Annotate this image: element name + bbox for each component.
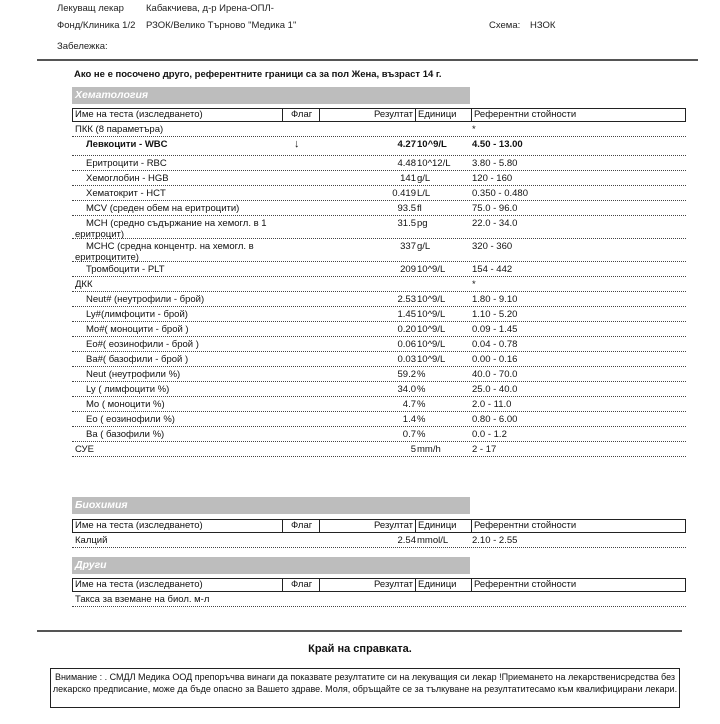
test-name: ПКК (8 параметъра) [75, 124, 164, 135]
table-row [72, 592, 686, 607]
reference-range: 320 - 360 [472, 241, 513, 252]
reference-range: 154 - 442 [472, 264, 513, 275]
table-header [72, 578, 686, 592]
test-name: Калций [75, 535, 108, 546]
result-value: 141 [400, 173, 416, 184]
unit: 10^9/L [417, 264, 446, 275]
result-value: 2.54 [397, 535, 416, 546]
reference-range: 4.50 - 13.00 [472, 139, 523, 150]
result-value: 4.7 [402, 399, 416, 410]
test-name: Ly ( лимфоцити %) [86, 384, 170, 395]
section-header: Биохимия [72, 497, 470, 514]
test-name: Eo ( еозинофили %) [86, 414, 175, 425]
test-name: MCV (среден обем на еритроцити) [86, 203, 240, 214]
test-name [75, 241, 286, 263]
test-name: Eo#( еозинофили - брой ) [86, 339, 199, 350]
table-row [72, 156, 686, 171]
doctor-label: Лекуващ лекар [57, 3, 124, 14]
flag-low-arrow-icon: ↓ [294, 138, 300, 150]
test-name: Neut (неутрофили %) [86, 369, 181, 380]
column-header-reference: Референтни стойности [471, 109, 685, 121]
table-row [72, 122, 686, 137]
unit: mm/h [417, 444, 441, 455]
column-header-unit: Единици [415, 579, 471, 591]
unit: mmol/L [417, 535, 449, 546]
table-row [72, 533, 686, 548]
reference-range: 0.0 - 1.2 [472, 429, 507, 440]
table-row [72, 382, 686, 397]
column-header-flag: Флаг [282, 520, 319, 532]
result-value: 337 [400, 241, 416, 252]
column-header-flag: Флаг [282, 109, 319, 121]
result-value: 0.7 [402, 429, 416, 440]
test-name: Еритроцити - RBC [86, 158, 167, 169]
top-divider [37, 59, 698, 61]
unit: % [417, 369, 426, 380]
reference-range: 0.09 - 1.45 [472, 324, 518, 335]
test-name: Тромбоцити - PLT [86, 264, 165, 275]
table-row [72, 322, 686, 337]
column-header-result: Резултат [319, 109, 415, 121]
reference-range: 1.10 - 5.20 [472, 309, 518, 320]
unit: 10^9/L [417, 324, 446, 335]
notice-text: Внимание : . СМДЛ Медика ООД препоръчва винаги да показвате резултатите си на лекуващия си лекар !Приемането на лекарственисредства без лекарско предписание, може да бъде опасно за Вашето здраве. Моля, обръщайте се за тълкуване на резултатитесамо към квалифицирани лекари. [52, 672, 678, 694]
test-name: Ly#(лимфоцити - брой) [86, 309, 188, 320]
column-header-name: Име на теста (изследването) [75, 579, 203, 590]
table-row [72, 412, 686, 427]
result-value: 31.5 [397, 218, 416, 229]
table-row [72, 292, 686, 307]
result-value: 209 [400, 264, 416, 275]
reference-range: * [472, 124, 476, 135]
reference-range: 1.80 - 9.10 [472, 294, 518, 305]
column-header-reference: Референтни стойности [471, 579, 685, 591]
test-name: Neut# (неутрофили - брой) [86, 294, 205, 305]
unit: pg [417, 218, 428, 229]
test-name: Левкоцити - WBC [86, 139, 168, 150]
table-row [72, 442, 686, 457]
table-row [72, 352, 686, 367]
unit: fl [417, 203, 422, 214]
test-name-line2: еритроцит) [75, 229, 125, 240]
test-name: Ba ( базофили %) [86, 429, 165, 440]
test-name: Mo ( моноцити %) [86, 399, 165, 410]
table-row [72, 171, 686, 186]
result-value: 0.20 [397, 324, 416, 335]
test-name: Хемоглобин - HGB [86, 173, 169, 184]
section-header: Други [72, 557, 470, 574]
reference-range: 0.80 - 6.00 [472, 414, 518, 425]
reference-intro: Ако не е посочено друго, референтните граници са за пол Жена, възраст 14 г. [74, 69, 442, 80]
reference-range: 2 - 17 [472, 444, 497, 455]
unit: g/L [417, 241, 431, 252]
result-value: 59.2 [397, 369, 416, 380]
unit: % [417, 384, 426, 395]
section-header: Хематология [72, 87, 470, 104]
result-value: 0.06 [397, 339, 416, 350]
unit: % [417, 399, 426, 410]
reference-range: 0.350 - 0.480 [472, 188, 528, 199]
reference-range: 40.0 - 70.0 [472, 369, 518, 380]
unit: L/L [417, 188, 431, 199]
table-row [72, 239, 686, 262]
scheme-label: Схема: [489, 20, 521, 31]
table-row [72, 201, 686, 216]
test-name-line1: MCHC (средна концентр. на хемогл. в [86, 241, 254, 252]
column-header-unit: Единици [415, 520, 471, 532]
table-row [72, 427, 686, 442]
result-value: 0.03 [397, 354, 416, 365]
test-name: Mo#( моноцити - брой ) [86, 324, 189, 335]
test-name: Такса за вземане на биол. м-л [75, 594, 210, 605]
reference-range: 2.10 - 2.55 [472, 535, 518, 546]
bottom-divider [37, 630, 682, 632]
column-header-result: Резултат [319, 579, 415, 591]
reference-range: 22.0 - 34.0 [472, 218, 518, 229]
unit: 10^9/L [417, 339, 446, 350]
result-value: 4.48 [397, 158, 416, 169]
doctor-value: Кабакчиева, д-р Ирена-ОПЛ- [146, 3, 274, 14]
result-value: 93.5 [397, 203, 416, 214]
test-name: СУЕ [75, 444, 94, 455]
column-header-unit: Единици [415, 109, 471, 121]
column-header-reference: Референтни стойности [471, 520, 685, 532]
notice-box [50, 668, 680, 708]
table-row [72, 137, 686, 156]
result-value: 0.419 [392, 188, 416, 199]
table-row [72, 367, 686, 382]
table-row [72, 337, 686, 352]
result-value: 34.0 [397, 384, 416, 395]
unit: 10^9/L [417, 294, 446, 305]
test-name: Ba#( базофили - брой ) [86, 354, 189, 365]
result-value: 4.27 [397, 139, 416, 150]
column-header-name: Име на теста (изследването) [75, 109, 203, 120]
test-name-line2: еритроцитите) [75, 252, 139, 263]
result-value: 5 [410, 444, 416, 455]
unit: % [417, 429, 426, 440]
column-header-flag: Флаг [282, 579, 319, 591]
unit: 10^9/L [417, 309, 446, 320]
column-header-result: Резултат [319, 520, 415, 532]
table-row [72, 216, 686, 239]
test-name: Хематокрит - HCT [86, 188, 166, 199]
table-row [72, 277, 686, 292]
table-row [72, 262, 686, 277]
fund-value: РЗОК/Велико Търново "Медика 1" [146, 20, 297, 31]
test-name [75, 218, 286, 240]
unit: 10^9/L [417, 139, 447, 150]
table-row [72, 307, 686, 322]
scheme-value: НЗОК [530, 20, 556, 31]
end-of-report: Край на справката. [308, 643, 412, 655]
unit: % [417, 414, 426, 425]
table-header [72, 519, 686, 533]
result-value: 1.4 [402, 414, 416, 425]
result-value: 2.53 [397, 294, 416, 305]
reference-range: 3.80 - 5.80 [472, 158, 518, 169]
unit: 10^9/L [417, 354, 446, 365]
note-label: Забележка: [57, 41, 108, 52]
test-name: ДКК [75, 279, 93, 290]
reference-range: 0.00 - 0.16 [472, 354, 518, 365]
reference-range: 120 - 160 [472, 173, 513, 184]
unit: 10^12/L [417, 158, 451, 169]
reference-range: 0.04 - 0.78 [472, 339, 518, 350]
reference-range: * [472, 279, 476, 290]
result-value: 1.45 [397, 309, 416, 320]
table-row [72, 186, 686, 201]
table-row [72, 397, 686, 412]
table-header [72, 108, 686, 122]
reference-range: 2.0 - 11.0 [472, 399, 512, 410]
fund-label: Фонд/Клиника 1/2 [57, 20, 136, 31]
unit: g/L [417, 173, 431, 184]
reference-range: 75.0 - 96.0 [472, 203, 518, 214]
column-header-name: Име на теста (изследването) [75, 520, 203, 531]
test-name-line1: MCH (средно съдържание на хемогл. в 1 [86, 218, 267, 229]
reference-range: 25.0 - 40.0 [472, 384, 518, 395]
